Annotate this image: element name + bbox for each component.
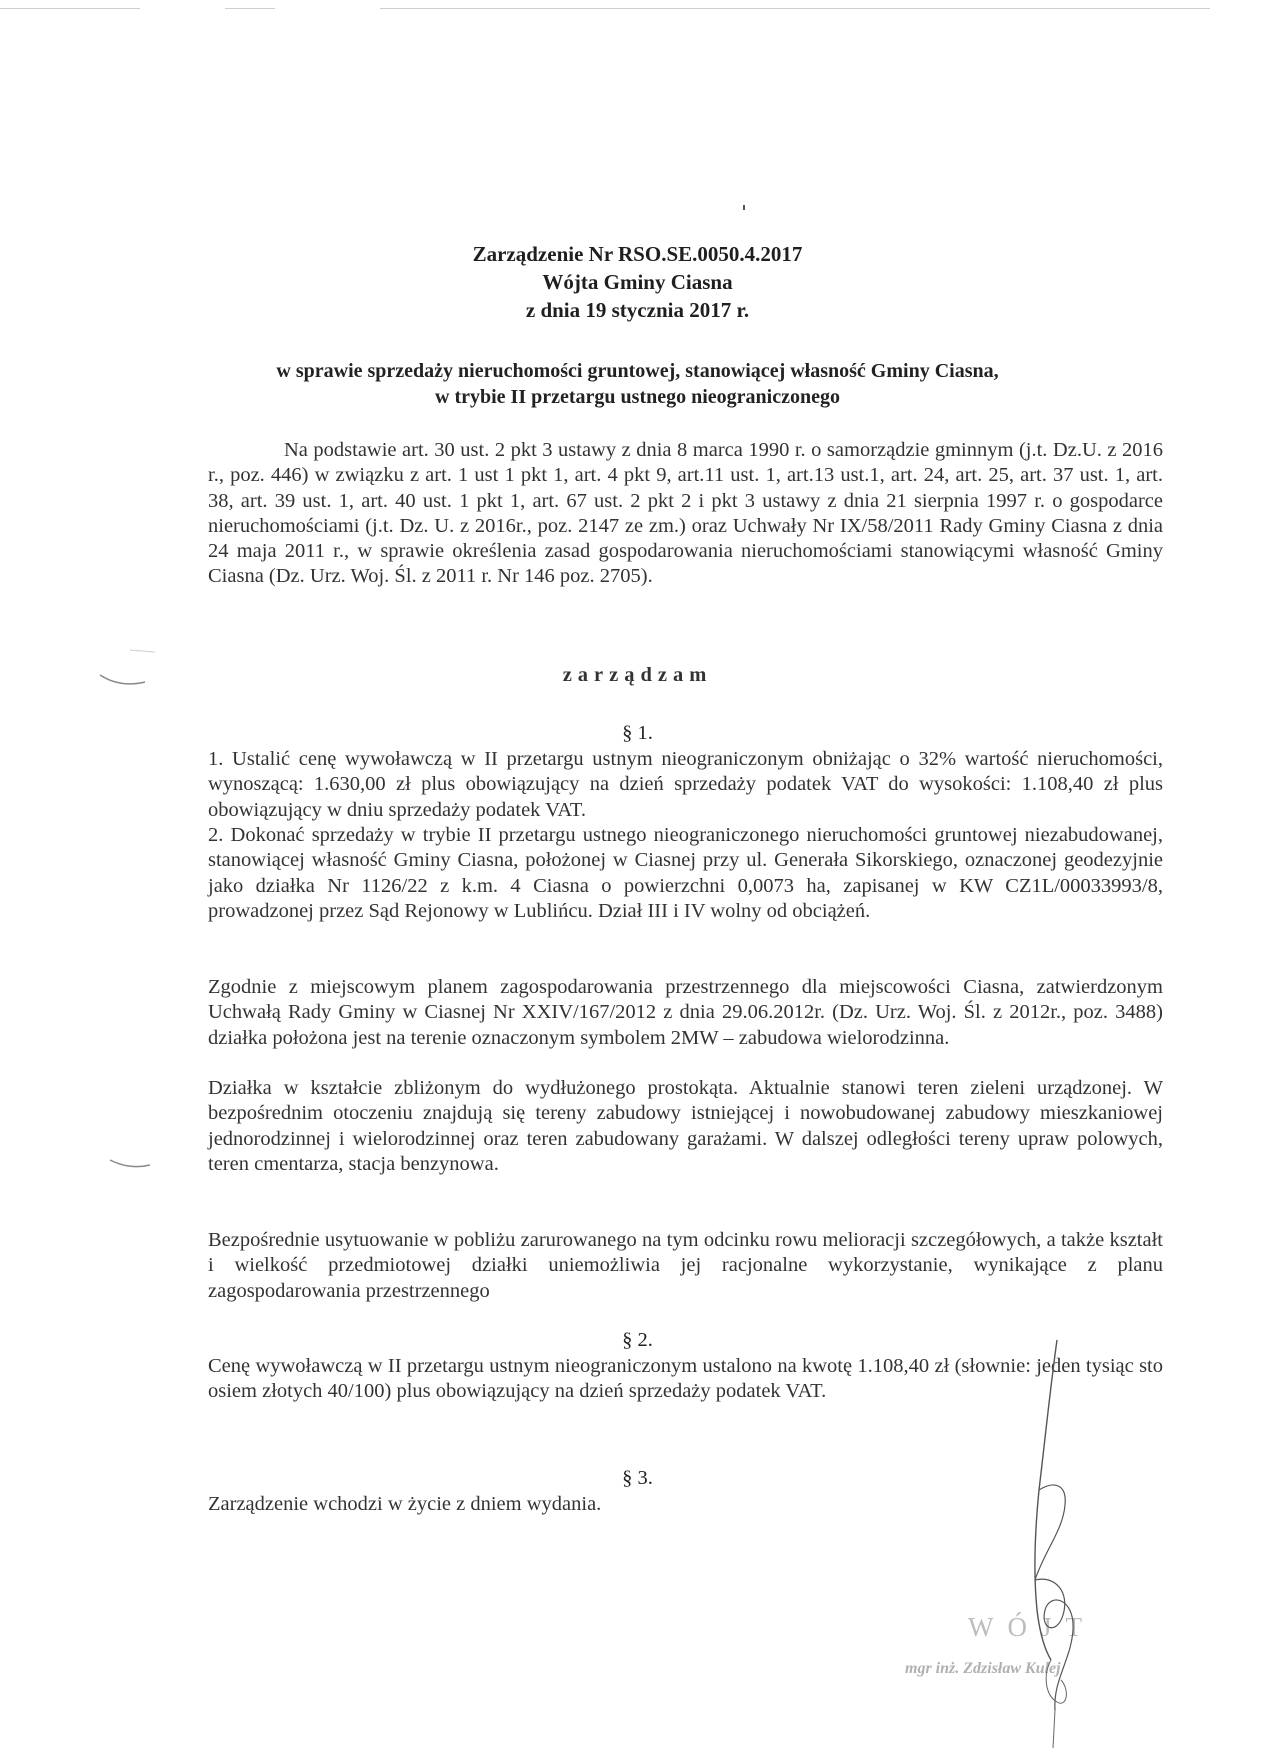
decree-word: zarządzam	[562, 664, 713, 686]
document-date: z dnia 19 stycznia 2017 r.	[525, 298, 750, 322]
section-1-point-1: 1. Ustalić cenę wywoławczą w II przetargu ustnym nieograniczonym obniżając o 32% wartość nieruchomości, wynoszącą: 1.630,00 zł plus obowiązujący na dzień sprzedaży podatek VAT do wysokości: 1.108,40 zł plus obowiązujący w dniu sprzedaży podatek VAT.	[208, 748, 1163, 821]
section-1-zoning-paragraph: Zgodnie z miejscowym planem zagospodarowania przestrzennego dla miejscowości Ciasna, zatwierdzonym Uchwałą Rady Gminy w Ciasnej Nr XXIV/167/2012 z dnia 29.06.2012r. (Dz. Urz. Woj. Śl. z 2012r., poz. 3488) działka położona jest na terenie oznaczonym symbolem 2MW – zabudowa wielorodzinna.	[208, 976, 1163, 1049]
scan-speck	[743, 205, 745, 210]
section-1-plot-description: Działka w kształcie zbliżonym do wydłużonego prostokąta. Aktualnie stanowi teren zieleni urządzonej. W bezpośrednim otoczeniu znajdują się tereny zabudowy istniejącej i nowobudowanej zabudowy mieszkaniowej jednorodzinnej i wielorodzinnej oraz teren zabudowany garażami. W dalszej odległości tereny upraw polowych, teren cmentarza, stacja benzynowa.	[208, 1077, 1163, 1175]
document-number: Zarządzenie Nr RSO.SE.0050.4.2017	[472, 242, 803, 266]
scan-edge-line	[0, 8, 140, 9]
margin-smudge	[95, 640, 175, 690]
section-1-point-2: 2. Dokonać sprzedaży w trybie II przetargu ustnego nieograniczonego nieruchomości gruntowej niezabudowanej, stanowiącej własność Gminy Ciasna, położonej w Ciasnej przy ul. Generała Sikorskiego, oznaczonej geodezyjnie jako działka Nr 1126/22 z k.m. 4 Ciasna o powierzchni 0,0073 ha, zapisanej w KW CZ1L/00033993/8, prowadzonej przez Sąd Rejonowy w Lublińcu. Dział III i IV wolny od obciążeń.	[208, 824, 1163, 922]
scan-edge-line	[380, 8, 1210, 9]
handwritten-signature	[995, 1330, 1115, 1750]
section-3-text: Zarządzenie wchodzi w życie z dniem wydania.	[208, 1493, 602, 1515]
issuer: Wójta Gminy Ciasna	[542, 270, 733, 294]
subject-line-1: w sprawie sprzedaży nieruchomości gruntowej, stanowiącej własność Gminy Ciasna,	[276, 360, 999, 382]
section-1-label: § 1.	[622, 722, 653, 744]
scan-edge-line	[225, 8, 275, 9]
stamp-title: WÓJT	[968, 1612, 1096, 1642]
section-1-justification: Bezpośrednie usytuowanie w pobliżu zarurowanego na tym odcinku rowu melioracji szczegółowych, a także kształt i wielkość przedmiotowej działki uniemożliwia jej racjonalne wykorzystanie, wynikające z planu zagospodarowania przestrzennego	[208, 1229, 1163, 1302]
section-2-label: § 2.	[622, 1329, 653, 1351]
section-2-text: Cenę wywoławczą w II przetargu ustnym nieograniczonym ustalono na kwotę 1.108,40 zł (słownie: jeden tysiąc sto osiem złotych 40/100) plus obowiązujący na dzień sprzedaży podatek VAT.	[208, 1355, 1163, 1403]
section-3-label: § 3.	[622, 1467, 653, 1489]
legal-basis-paragraph: Na podstawie art. 30 ust. 2 pkt 3 ustawy z dnia 8 marca 1990 r. o samorządzie gminnym (j.t. Dz.U. z 2016 r., poz. 446) w związku z art. 1 ust 1 pkt 1, art. 4 pkt 9, art.11 ust. 1, art.13 ust.1, art. 24, art. 25, art. 37 ust. 1, art. 38, art. 39 ust. 1, art. 40 ust. 1 pkt 1, art. 67 ust. 2 pkt 2 i pkt 3 ustawy z dnia 21 sierpnia 1997 r. o gospodarce nieruchomościami (j.t. Dz. U. z 2016r., poz. 2147 ze zm.) oraz Uchwały Nr IX/58/2011 Rady Gminy Ciasna z dnia 24 maja 2011 r., w sprawie określenia zasad gospodarowania nieruchomościami stanowiącymi własność Gminy Ciasna (Dz. Urz. Woj. Śl. z 2011 r. Nr 146 poz. 2705).	[208, 439, 1163, 588]
margin-smudge	[105, 1140, 165, 1180]
stamp-name: mgr inż. Zdzisław Kulej	[905, 1660, 1061, 1677]
subject-line-2: w trybie II przetargu ustnego nieograniczonego	[435, 386, 840, 408]
